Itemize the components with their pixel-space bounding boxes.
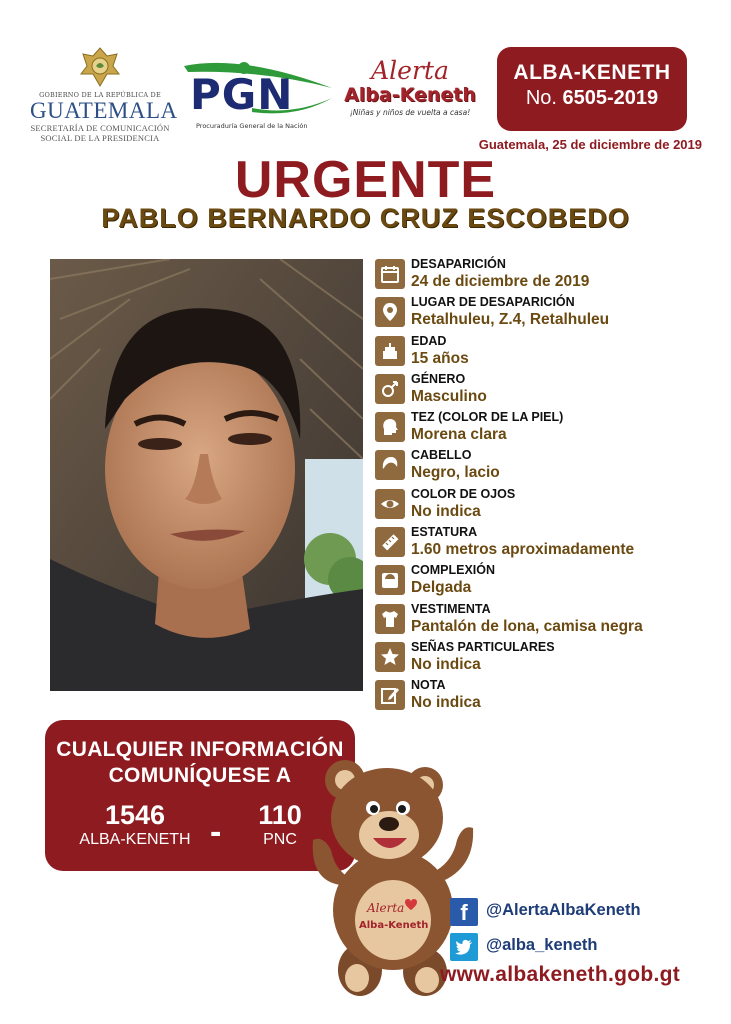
- detail-row-distinguishing-marks: [373, 639, 703, 677]
- urgent-heading: URGENTE: [234, 151, 497, 209]
- detail-value: Masculino: [411, 387, 487, 405]
- star-icon: [375, 642, 405, 672]
- guatemala-logo: [30, 44, 178, 154]
- contact-line2: COMUNÍQUESE A: [108, 764, 292, 787]
- twitter-icon: [450, 933, 478, 961]
- hair-icon: [375, 450, 405, 480]
- detail-label: COLOR DE OJOS: [411, 486, 516, 501]
- detail-value: 1.60 metros aproximadamente: [411, 541, 635, 559]
- detail-label: DESAPARICIÓN: [411, 257, 506, 271]
- calendar-icon: [375, 259, 405, 289]
- phone1-label: ALBA-KENETH: [79, 831, 191, 848]
- badge-title: ALBA-KENETH: [513, 61, 671, 84]
- detail-label: TEZ (COLOR DE LA PIEL): [411, 410, 564, 425]
- detail-label: LUGAR DE DESAPARICIÓN: [411, 295, 575, 310]
- location-pin-icon: [375, 297, 405, 327]
- detail-row-eye-color: [373, 486, 703, 524]
- detail-label: COMPLEXIÓN: [411, 563, 496, 578]
- twitter-link[interactable]: [450, 933, 690, 963]
- alert-number-badge: [497, 47, 687, 131]
- detail-label: EDAD: [411, 333, 447, 348]
- facebook-icon: f: [450, 898, 478, 926]
- detail-row-clothing: [373, 601, 703, 639]
- detail-row-age: [373, 333, 703, 371]
- facebook-handle: @AlertaAlbaKeneth: [486, 901, 641, 919]
- detail-value: No indica: [411, 502, 481, 520]
- alerta-tagline: ¡Niñas y niños de vuelta a casa!: [349, 108, 471, 117]
- cake-icon: [375, 336, 405, 366]
- detail-value: 15 años: [411, 349, 469, 367]
- guatemala-top-text: GOBIERNO DE LA REPÚBLICA DE: [39, 91, 161, 99]
- badge-number: 6505-2019: [562, 87, 659, 109]
- phone-alba-keneth: [75, 800, 195, 850]
- head-profile-icon: [375, 412, 405, 442]
- detail-label: GÉNERO: [411, 371, 466, 386]
- detail-value: Retalhuleu, Z.4, Retalhuleu: [411, 311, 610, 329]
- missing-person-photo: [50, 259, 363, 691]
- phone-separator: -: [210, 813, 222, 851]
- website-link[interactable]: www.albakeneth.gob.gt: [440, 963, 681, 986]
- issue-date: Guatemala, 25 de diciembre de 2019: [478, 137, 702, 152]
- detail-label: ESTATURA: [411, 525, 478, 540]
- gender-icon: [375, 374, 405, 404]
- detail-row-note: [373, 677, 703, 715]
- contact-line1: CUALQUIER INFORMACIÓN: [56, 738, 344, 761]
- detail-value: Negro, lacio: [411, 464, 500, 482]
- bear-belly-script: Alerta: [367, 901, 405, 915]
- detail-value: No indica: [411, 694, 481, 712]
- badge-number-line: [497, 87, 687, 110]
- eye-icon: [375, 489, 405, 519]
- detail-row-height: [373, 524, 703, 562]
- detail-value: Morena clara: [411, 426, 507, 444]
- phone2-label: PNC: [263, 831, 297, 848]
- bear-belly-brand: Alba-Keneth: [359, 920, 429, 931]
- guatemala-sub-line2: SOCIAL DE LA PRESIDENCIA: [40, 133, 160, 143]
- shirt-icon: [375, 604, 405, 634]
- scale-icon: [375, 565, 405, 595]
- detail-row-disappearance-date: [373, 256, 703, 294]
- detail-label: NOTA: [411, 678, 446, 693]
- alerta-script: Alerta: [371, 56, 449, 85]
- alerta-alba-keneth-logo: [340, 58, 480, 138]
- detail-row-hair: [373, 447, 703, 485]
- detail-value: 24 de diciembre de 2019: [411, 273, 590, 290]
- facebook-link[interactable]: [450, 898, 690, 928]
- badge-number-prefix: No.: [525, 87, 557, 109]
- detail-label: SEÑAS PARTICULARES: [411, 639, 555, 654]
- phone2-number: 110: [258, 800, 302, 830]
- alerta-brand: Alba-Keneth: [344, 84, 476, 106]
- twitter-handle: @alba_keneth: [486, 936, 598, 954]
- pgn-logo: [182, 58, 342, 138]
- pgn-text: PGN: [190, 70, 294, 119]
- pgn-subtitle: Procuraduría General de la Nación: [196, 122, 308, 130]
- detail-label: CABELLO: [411, 448, 472, 463]
- detail-value: Delgada: [411, 579, 472, 597]
- guatemala-sub-line1: SECRETARÍA DE COMUNICACIÓN: [30, 123, 170, 133]
- note-edit-icon: [375, 680, 405, 710]
- person-details-list: [373, 256, 703, 716]
- detail-row-location: [373, 294, 703, 332]
- detail-row-skin-tone: [373, 409, 703, 447]
- coat-of-arms-icon: [77, 44, 123, 90]
- detail-value: Pantalón de lona, camisa negra: [411, 617, 643, 635]
- detail-row-gender: [373, 371, 703, 409]
- detail-row-build: [373, 562, 703, 600]
- detail-label: VESTIMENTA: [411, 601, 491, 616]
- guatemala-name: GUATEMALA: [30, 98, 178, 123]
- ruler-icon: [375, 527, 405, 557]
- missing-person-name: PABLO BERNARDO CRUZ ESCOBEDO: [101, 203, 630, 233]
- detail-value: No indica: [411, 655, 481, 673]
- phone1-number: 1546: [104, 800, 166, 830]
